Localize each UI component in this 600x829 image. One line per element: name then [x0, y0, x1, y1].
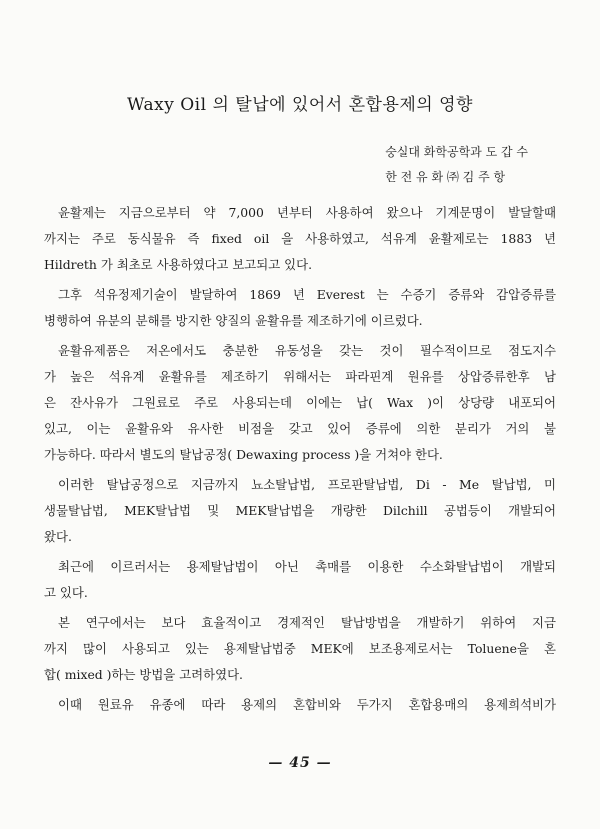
- paragraph-line: 그후 석유정제기술이 발달하여 1869 년 Everest 는 수증기 증류와 감압증류를: [58, 287, 556, 302]
- paragraph: [44, 692, 556, 718]
- paragraph: [44, 338, 556, 468]
- paragraph-line: 있고, 이는 윤활유와 유사한 비점을 갖고 있어 증류에 의한 분리가 거의 불: [44, 421, 556, 436]
- paragraph: [44, 200, 556, 278]
- paragraph-line: 까지는 주로 동식물유 즉 fixed oil 을 사용하였고, 석유계 윤활제로는 1883 년: [44, 231, 556, 246]
- body-text: [44, 200, 556, 718]
- author-line-1: 숭실대 화학공학과 도 갑 수: [385, 145, 528, 159]
- paragraph-line: 왔다.: [44, 529, 72, 544]
- page-number: — 45 —: [268, 755, 332, 771]
- paragraph-line: 본 연구에서는 보다 효율적이고 경제적인 탈납방법을 개발하기 위하여 지금: [58, 615, 556, 630]
- paragraph-line: 합( mixed )하는 방법을 고려하였다.: [44, 667, 243, 682]
- paragraph-line: 이러한 탈납공정으로 지금까지 뇨소탈납법, 프로판탈납법, Di - Me 탈납법, 미: [58, 477, 556, 492]
- author-affiliations: [385, 140, 528, 190]
- paragraph-line: 병행하여 유분의 분해를 방지한 양질의 윤활유를 제조하기에 이르렀다.: [44, 313, 423, 328]
- paragraph: [44, 610, 556, 688]
- paragraph-line: 까지 많이 사용되고 있는 용제탈납법중 MEK에 보조용제로서는 Toluene을 혼: [44, 641, 556, 656]
- paragraph-line: 최근에 이르러서는 용제탈납법이 아닌 촉매를 이용한 수소화탈납법이 개발되: [58, 559, 556, 574]
- paragraph-line: 이때 원료유 유종에 따라 용제의 혼합비와 두가지 혼합용매의 용제희석비가: [58, 697, 556, 712]
- author-line-2: 한 전 유 화 ㈜ 김 주 항: [385, 170, 506, 184]
- paragraph-line: 가 높은 석유계 윤활유를 제조하기 위해서는 파라핀계 원유를 상압증류한후 남: [44, 369, 556, 384]
- paragraph: [44, 282, 556, 334]
- paragraph-line: Hildreth 가 최초로 사용하였다고 보고되고 있다.: [44, 257, 313, 272]
- paragraph-line: 생물탈납법, MEK탈납법 및 MEK탈납법을 개량한 Dilchill 공법등이 개발되어: [44, 503, 556, 518]
- paragraph-line: 윤활제는 지금으로부터 약 7,000 년부터 사용하여 왔으나 기계문명이 발달할때: [58, 205, 556, 220]
- paragraph-line: 윤활유제품은 저온에서도 충분한 유동성을 갖는 것이 필수적이므로 점도지수: [58, 343, 556, 358]
- paper-title: Waxy Oil 의 탈납에 있어서 혼합용제의 영향: [127, 95, 473, 115]
- paragraph: [44, 472, 556, 550]
- paragraph-line: 은 잔사유가 그원료로 주로 사용되는데 이에는 납( Wax )이 상당량 내포되어: [44, 395, 556, 410]
- paragraph-line: 고 있다.: [44, 585, 88, 600]
- paragraph-line: 가능하다. 따라서 별도의 탈납공정( Dewaxing process )을 거쳐야 한다.: [44, 447, 443, 462]
- paragraph: [44, 554, 556, 606]
